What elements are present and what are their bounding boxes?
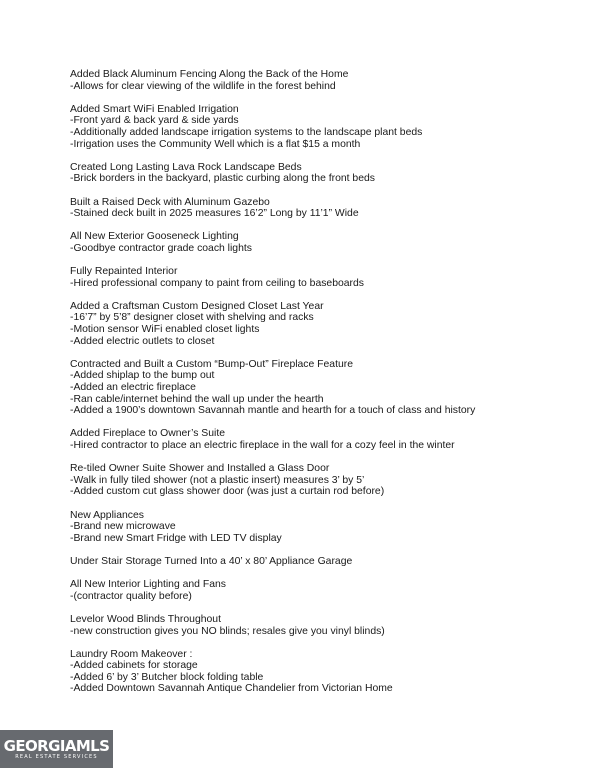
watermark-subtitle: REAL ESTATE SERVICES [15,753,98,760]
document-section [70,231,585,254]
section-detail-line: -Additionally added landscape irrigation systems to the landscape plant beds [70,126,423,138]
section-detail-line: -Hired contractor to place an electric fireplace in the wall for a cozy feel in the winter [70,440,455,451]
document-section [70,197,585,220]
section-detail-line: -Added an electric fireplace [70,382,196,394]
section-detail-line: -Irrigation uses the Community Well which is a flat $15 a month [70,138,361,150]
document-section [70,266,585,289]
document-body [70,69,585,707]
section-detail-line: -Added cabinets for storage [70,660,198,672]
document-section [70,162,585,185]
section-heading: Levelor Wood Blinds Throughout [70,613,221,625]
section-heading: Under Stair Storage Turned Into a 40’ x 80’ Appliance Garage [70,555,353,567]
section-heading: New Appliances [70,509,144,521]
section-detail-line: -Hired professional company to paint from ceiling to baseboards [70,277,364,289]
document-section [70,510,585,545]
section-detail-line: -Motion sensor WiFi enabled closet lights [70,324,260,336]
section-heading: Added Black Aluminum Fencing Along the Back of the Home [70,69,349,80]
document-section [70,614,585,637]
section-detail-line: -Goodbye contractor grade coach lights [70,242,252,254]
section-detail-line: -Brand new microwave [70,521,176,533]
section-detail-line: -Added a 1900’s downtown Savannah mantle and hearth for a touch of class and history [70,405,476,417]
section-heading: Re-tiled Owner Suite Shower and Installed a Glass Door [70,463,330,475]
section-detail-line: -Walk in fully tiled shower (not a plastic insert) measures 3’ by 5’ [70,474,365,486]
section-detail-line: -Added Downtown Savannah Antique Chandelier from Victorian Home [70,683,393,695]
watermark-title: GEORGIAMLS [3,736,110,755]
section-heading: Added Fireplace to Owner’s Suite [70,428,225,440]
section-heading: Contracted and Built a Custom “Bump-Out” Fireplace Feature [70,358,353,370]
section-detail-line: -Added shiplap to the bump out [70,370,215,382]
document-section [70,463,585,498]
section-heading: Created Long Lasting Lava Rock Landscape Beds [70,161,302,173]
document-section [70,301,585,347]
section-heading: Built a Raised Deck with Aluminum Gazebo [70,196,270,208]
document-section [70,104,585,150]
document-section [70,69,585,92]
document-section [70,359,585,417]
section-detail-line: -Stained deck built in 2025 measures 16’2” Long by 11’1” Wide [70,208,359,220]
section-heading: All New Exterior Gooseneck Lighting [70,231,239,243]
document-section [70,556,585,568]
section-detail-line: -Added electric outlets to closet [70,335,215,347]
georgia-mls-watermark-logo [0,730,113,768]
section-heading: Laundry Room Makeover : [70,648,193,660]
section-detail-line: -(contractor quality before) [70,590,192,602]
section-heading: Added a Craftsman Custom Designed Closet Last Year [70,300,324,312]
document-section [70,649,585,695]
section-detail-line: -Brick borders in the backyard, plastic curbing along the front beds [70,173,375,185]
section-detail-line: -new construction gives you NO blinds; resales give you vinyl blinds) [70,625,385,637]
section-detail-line: -Added 6’ by 3’ Butcher block folding table [70,671,264,683]
section-detail-line: -Brand new Smart Fridge with LED TV display [70,532,282,544]
section-detail-line: -Allows for clear viewing of the wildlife in the forest behind [70,80,336,92]
section-heading: All New Interior Lighting and Fans [70,579,226,591]
section-heading: Added Smart WiFi Enabled Irrigation [70,103,239,115]
section-detail-line: -16’7” by 5’8” designer closet with shelving and racks [70,312,314,324]
section-detail-line: -Added custom cut glass shower door (was just a curtain rod before) [70,486,385,498]
section-detail-line: -Ran cable/internet behind the wall up under the hearth [70,393,324,405]
section-heading: Fully Repainted Interior [70,266,178,278]
document-section [70,579,585,602]
section-detail-line: -Front yard & back yard & side yards [70,115,239,127]
document-section [70,428,585,451]
